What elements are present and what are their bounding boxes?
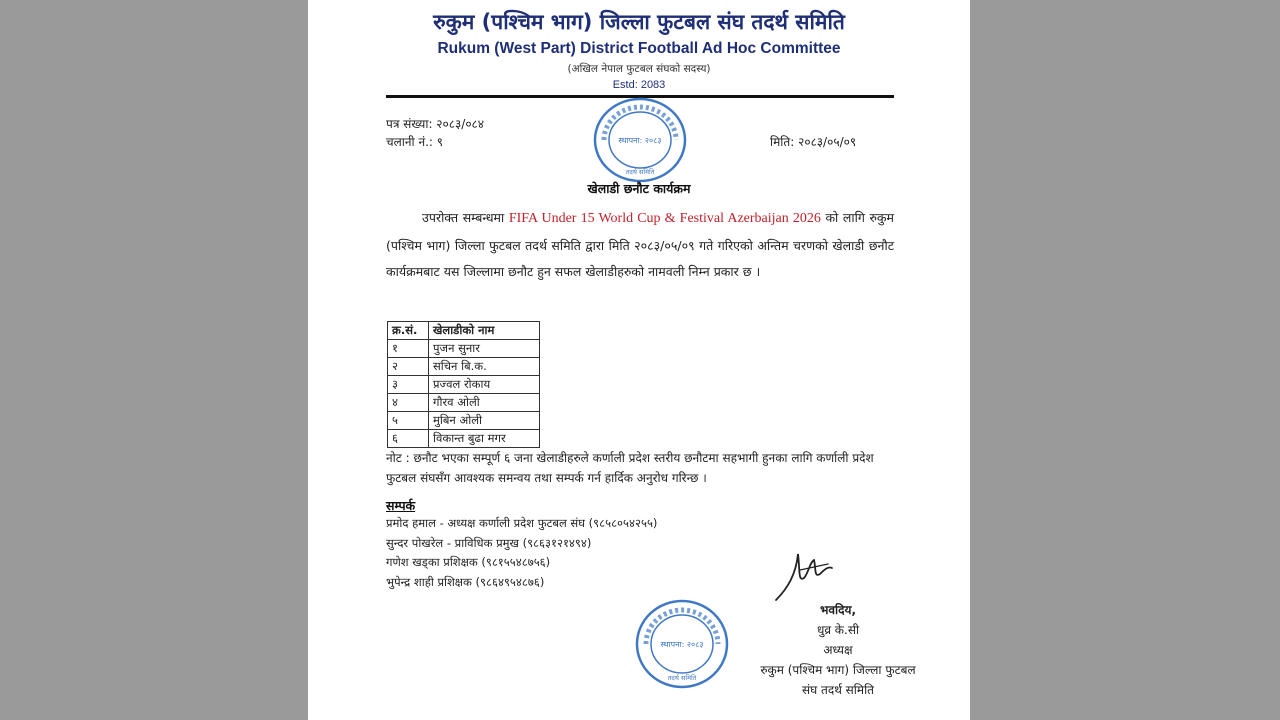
stamp-center-text: स्थापना: २०८३ <box>618 136 662 145</box>
header-serial: क्र.सं. <box>388 322 429 340</box>
stamp-bottom-text: तदर्थ समिति <box>667 674 697 682</box>
table-row <box>388 412 540 430</box>
contact-line: गणेश खड्का प्रशिक्षक (९८१५५४८७५६) <box>386 555 551 569</box>
row-serial: ६ <box>388 430 429 448</box>
signatory-name: धुव्र के.सी <box>816 623 860 637</box>
contact-line: प्रमोद हमाल - अध्यक्ष कर्णाली प्रदेश फुटबल संघ (९८५८०५४२५५) <box>386 516 658 530</box>
letter-date: मिति: २०८३/०५/०९ <box>770 135 857 149</box>
table-header-row <box>388 322 540 340</box>
row-player-name: प्रज्वल रोकाय <box>429 376 540 394</box>
dispatch-number: चलानी नं.: ९ <box>386 135 444 149</box>
row-player-name: सचिन बि.क. <box>429 358 540 376</box>
header-established: Estd: 2083 <box>612 79 666 91</box>
body-paragraph <box>386 205 894 286</box>
seal-stamp-top <box>592 96 688 184</box>
players-table <box>387 321 540 448</box>
letter-number: पत्र संख्या: २०८३/०८४ <box>386 117 485 131</box>
row-serial: १ <box>388 340 429 358</box>
stamp-bottom-text: तदर्थ समिति <box>625 168 655 176</box>
header-player-name: खेलाडीको नाम <box>429 322 540 340</box>
table-row <box>388 394 540 412</box>
body-rest: को लागि रुकुम (पश्चिम भाग) जिल्ला फुटबल तदर्थ समिति द्वारा मिति २०८३/०५/०९ गते गरिएको अन्तिम चरणको खेलाडी छनौट कार्यक्रमबाट यस जिल्लामा छनौट हुन सफल खेलाडीहरुको नामवली निम्न प्रकार छ । <box>386 210 895 279</box>
signatory-position: अध्यक्ष <box>823 643 853 657</box>
header-title-nepali: रुकुम (पश्चिम भाग) जिल्ला फुटबल संघ तदर्थ समिति <box>433 10 845 34</box>
row-player-name: गौरव ओली <box>429 394 540 412</box>
signature-block <box>738 600 938 700</box>
seal-stamp-bottom <box>634 598 730 690</box>
row-player-name: पुजन सुनार <box>429 340 540 358</box>
table-row <box>388 376 540 394</box>
contact-heading: सम्पर्क <box>386 498 416 513</box>
event-name: FIFA Under 15 World Cup & Festival Azerbaijan 2026 <box>508 211 821 226</box>
signatory-org-line2: संघ तदर्थ समिति <box>801 683 875 697</box>
table-row <box>388 430 540 448</box>
row-serial: ४ <box>388 394 429 412</box>
body-intro: उपरोक्त सम्बन्धमा <box>422 210 509 225</box>
row-player-name: विकान्त बुढा मगर <box>429 430 540 448</box>
closing-text: भवदिय, <box>819 603 857 617</box>
row-serial: ३ <box>388 376 429 394</box>
row-serial: ५ <box>388 412 429 430</box>
letter-page <box>308 0 970 720</box>
handwritten-signature <box>770 548 840 606</box>
contact-line: भुपेन्द्र शाही प्रशिक्षक (९८६४९५४८७६) <box>386 574 545 589</box>
row-serial: २ <box>388 358 429 376</box>
contact-line: सुन्दर पोखरेल - प्राविधिक प्रमुख (९८६३१२१४९४) <box>386 535 592 550</box>
table-row <box>388 358 540 376</box>
row-player-name: मुबिन ओली <box>429 412 540 430</box>
header-title-english: Rukum (West Part) District Football Ad Hoc Committee <box>437 40 841 57</box>
note-paragraph: नोट : छनौट भएका सम्पूर्ण ६ जना खेलाडीहरुले कर्णाली प्रदेश स्तरीय छनौटमा सहभागी हुनका लागि कर्णाली प्रदेश फुटबल संघसँग आवश्यक समन्वय तथा सम्पर्क गर्न हार्दिक अनुरोध गरिन्छ । <box>386 451 874 485</box>
document-title: खेलाडी छनौट कार्यक्रम <box>587 181 691 196</box>
table-row <box>388 340 540 358</box>
contact-list <box>386 514 657 592</box>
stamp-center-text: स्थापना: २०८३ <box>660 640 704 649</box>
signatory-org-line1: रुकुम (पश्चिम भाग) जिल्ला फुटबल <box>760 663 916 677</box>
header-affiliation: (अखिल नेपाल फुटबल संघको सदस्य) <box>567 63 711 75</box>
